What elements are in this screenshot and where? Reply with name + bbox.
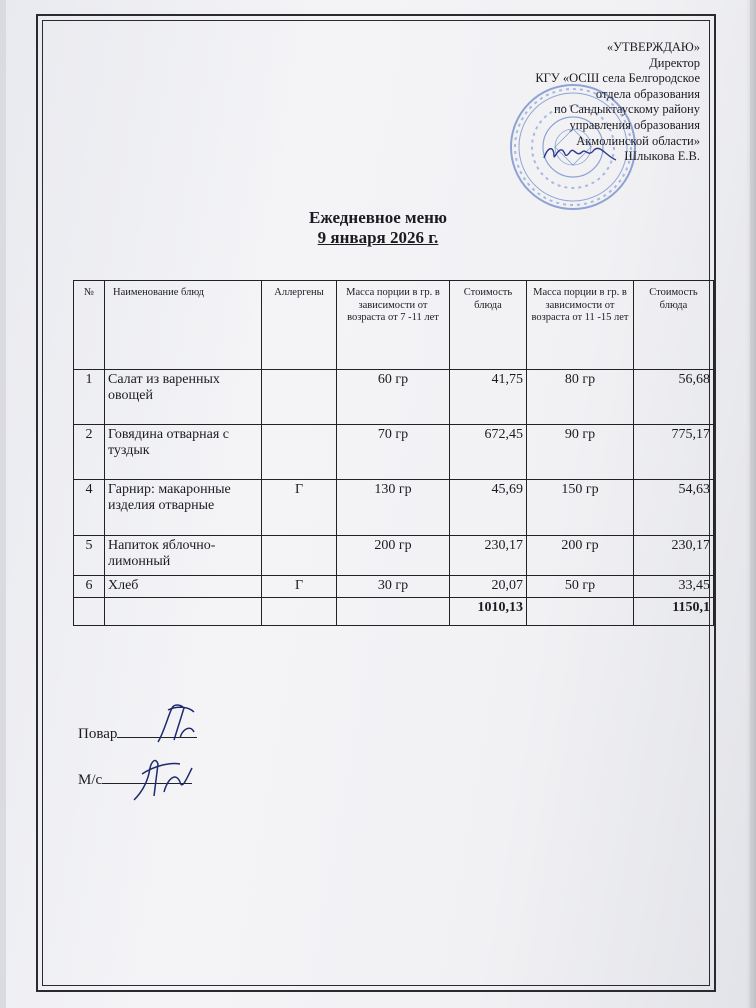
nurse-signature-icon xyxy=(128,752,198,806)
column-header-number: № xyxy=(74,281,105,370)
document-date: 9 января 2026 г. xyxy=(317,228,439,247)
cost-7-11: 20,07 xyxy=(450,576,527,598)
approval-org-line: управления образования xyxy=(569,117,700,132)
cost-11-15: 33,45 xyxy=(634,576,714,598)
mass-7-11: 130 гр xyxy=(337,480,450,536)
dish-name: Говядина отварная с туздык xyxy=(105,425,262,480)
dish-name: Салат из варенных овощей xyxy=(105,370,262,425)
column-header-mass-7-11: Масса порции в гр. в зависимости от возраста от 7 -11 лет xyxy=(337,281,450,370)
nurse-label: М/с xyxy=(78,772,103,788)
table-header-row xyxy=(74,281,714,370)
cost-11-15: 54,63 xyxy=(634,480,714,536)
row-number: 4 xyxy=(74,480,105,536)
approval-signer: Шлыкова Е.В. xyxy=(624,149,700,164)
mass-11-15: 150 гр xyxy=(527,480,634,536)
mass-7-11: 70 гр xyxy=(337,425,450,480)
table-row xyxy=(74,480,714,536)
column-header-mass-11-15: Масса порции в гр. в зависимости от возраста от 11 -15 лет xyxy=(527,281,634,370)
empty-cell xyxy=(337,598,450,626)
mass-11-15: 80 гр xyxy=(527,370,634,425)
approval-position: Директор xyxy=(649,55,700,70)
table-row xyxy=(74,370,714,425)
totals-row xyxy=(74,598,714,626)
cost-7-11: 41,75 xyxy=(450,370,527,425)
allergen-cell: Г xyxy=(262,576,337,598)
cost-7-11: 45,69 xyxy=(450,480,527,536)
row-number: 2 xyxy=(74,425,105,480)
page-edge-shadow xyxy=(746,0,756,1008)
cook-label: Повар xyxy=(78,726,118,742)
cost-7-11: 672,45 xyxy=(450,425,527,480)
row-number: 1 xyxy=(74,370,105,425)
approval-org-line: отдела образования xyxy=(595,86,700,101)
mass-11-15: 90 гр xyxy=(527,425,634,480)
table-row xyxy=(74,536,714,576)
empty-cell xyxy=(262,598,337,626)
total-cost-7-11: 1010,13 xyxy=(450,598,527,626)
dish-name: Хлеб xyxy=(105,576,262,598)
mass-7-11: 30 гр xyxy=(337,576,450,598)
allergen-cell: Г xyxy=(262,480,337,536)
column-header-dish: Наименование блюд xyxy=(105,281,262,370)
approval-org-line: Акмолинской области» xyxy=(576,133,700,148)
mass-7-11: 60 гр xyxy=(337,370,450,425)
mass-11-15: 50 гр xyxy=(527,576,634,598)
empty-cell xyxy=(105,598,262,626)
approval-org-line: по Сандыктаускому району xyxy=(553,102,700,117)
allergen-cell xyxy=(262,536,337,576)
mass-11-15: 200 гр xyxy=(527,536,634,576)
cost-11-15: 56,68 xyxy=(634,370,714,425)
cost-11-15: 230,17 xyxy=(634,536,714,576)
column-header-allergens: Аллергены xyxy=(262,281,337,370)
dish-name: Гарнир: макаронные изделия отварные xyxy=(105,480,262,536)
approval-heading: «УТВЕРЖДАЮ» xyxy=(606,40,700,54)
column-header-cost-7-11: Стоимость блюда xyxy=(450,281,527,370)
dish-name: Напиток яблочно-лимонный xyxy=(105,536,262,576)
row-number: 5 xyxy=(74,536,105,576)
table-row xyxy=(74,425,714,480)
column-header-cost-11-15: Стоимость блюда xyxy=(634,281,714,370)
director-signature-icon xyxy=(540,140,620,166)
row-number: 6 xyxy=(74,576,105,598)
cost-11-15: 775,17 xyxy=(634,425,714,480)
allergen-cell xyxy=(262,370,337,425)
empty-cell xyxy=(74,598,105,626)
cook-signature-icon xyxy=(150,702,200,748)
approval-org-line: КГУ «ОСШ села Белгородское xyxy=(535,71,700,86)
total-cost-11-15: 1150,1 xyxy=(634,598,714,626)
table-row xyxy=(74,576,714,598)
empty-cell xyxy=(527,598,634,626)
mass-7-11: 200 гр xyxy=(337,536,450,576)
cost-7-11: 230,17 xyxy=(450,536,527,576)
allergen-cell xyxy=(262,425,337,480)
menu-table xyxy=(73,280,714,626)
document-title: Ежедневное меню xyxy=(309,208,447,227)
